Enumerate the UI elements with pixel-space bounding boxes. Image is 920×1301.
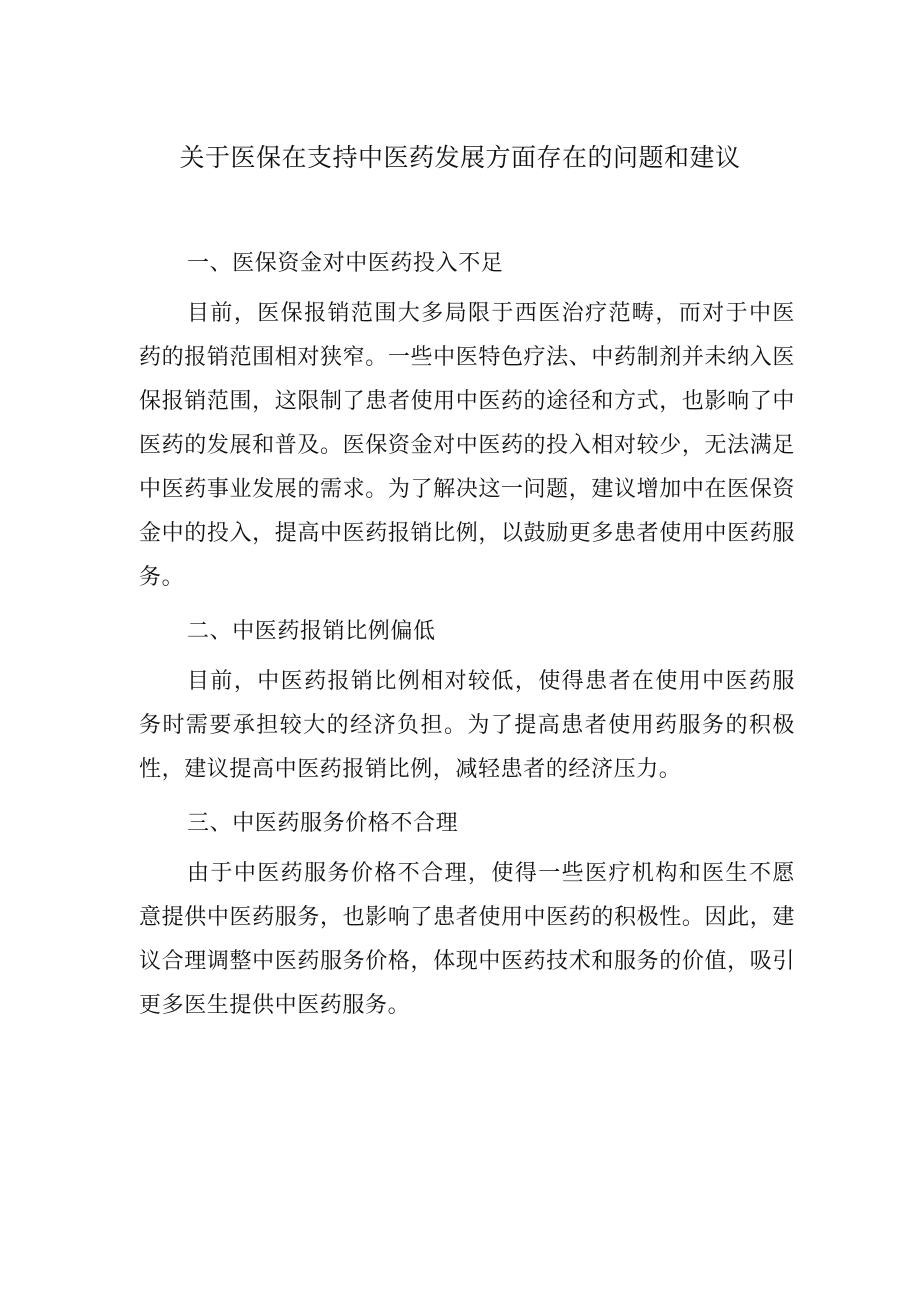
section-heading-1: 一、医保资金对中医药投入不足	[187, 251, 504, 276]
section-paragraph-1: 目前，医保报销范围大多局限于西医治疗范畴，而对于中医药的报销范围相对狭窄。一些中医特色疗法、中药制剂并未纳入医保报销范围，这限制了患者使用中医药的途径和方式，也影响了中医药的发展和普及。医保资金对中医药的投入相对较少，无法满足中医药事业发展的需求。为了解决这一问题，建议增加中在医保资金中的投入，提高中医药报销比例，以鼓励更多患者使用中医药服务。	[139, 301, 795, 590]
document-body	[139, 242, 795, 1038]
section-paragraph-2: 目前，中医药报销比例相对较低，使得患者在使用中医药服务时需要承担较大的经济负担。为了提高患者使用药服务的积极性，建议提高中医药报销比例，减轻患者的经济压力。	[139, 669, 795, 782]
document-title: 关于医保在支持中医药发展方面存在的问题和建议	[179, 143, 741, 172]
section-heading-2: 二、中医药报销比例偏低	[187, 619, 436, 644]
section-heading-3: 三、中医药服务价格不合理	[187, 811, 459, 836]
section-paragraph-3: 由于中医药服务价格不合理，使得一些医疗机构和医生不愿意提供中医药服务，也影响了患者使用中医药的积极性。因此，建议合理调整中医药服务价格，体现中医药技术和服务的价值，吸引更多医生提供中医药服务。	[139, 861, 795, 1018]
